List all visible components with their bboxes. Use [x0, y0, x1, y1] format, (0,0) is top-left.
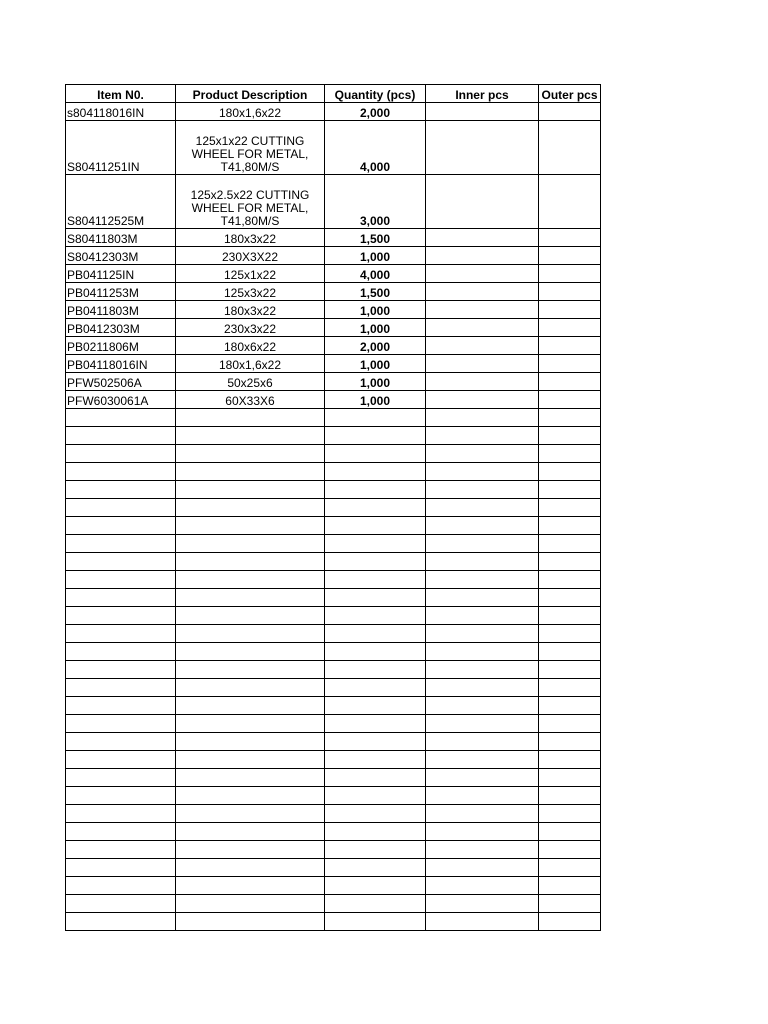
- inner-pcs-cell: [426, 517, 539, 535]
- description-cell: [176, 427, 325, 445]
- table-row: [66, 247, 601, 265]
- empty-row: [66, 895, 601, 913]
- inner-pcs-cell: [426, 679, 539, 697]
- description-cell: 60X33X6: [176, 391, 325, 409]
- description-cell: [176, 409, 325, 427]
- outer-pcs-cell: [539, 895, 601, 913]
- empty-row: [66, 715, 601, 733]
- quantity-cell: [325, 859, 426, 877]
- outer-pcs-cell: [539, 805, 601, 823]
- item-number-cell: [66, 841, 176, 859]
- header-row: [66, 85, 601, 103]
- outer-pcs-cell: [539, 265, 601, 283]
- outer-pcs-cell: [539, 283, 601, 301]
- item-number-cell: [66, 463, 176, 481]
- inner-pcs-cell: [426, 499, 539, 517]
- description-cell: 180x6x22: [176, 337, 325, 355]
- inner-pcs-cell: [426, 895, 539, 913]
- outer-pcs-cell: [539, 355, 601, 373]
- quantity-cell: [325, 805, 426, 823]
- inner-pcs-cell: [426, 661, 539, 679]
- quantity-cell: [325, 589, 426, 607]
- inner-pcs-cell: [426, 859, 539, 877]
- inner-pcs-cell: [426, 535, 539, 553]
- quantity-cell: [325, 427, 426, 445]
- quantity-cell: [325, 715, 426, 733]
- description-cell: [176, 895, 325, 913]
- inner-pcs-cell: [426, 841, 539, 859]
- item-number-cell: PB0411803M: [66, 301, 176, 319]
- empty-row: [66, 481, 601, 499]
- item-number-cell: PB0411253M: [66, 283, 176, 301]
- item-number-cell: [66, 769, 176, 787]
- inner-pcs-cell: [426, 427, 539, 445]
- table-row: [66, 355, 601, 373]
- quantity-cell: [325, 553, 426, 571]
- item-number-cell: [66, 787, 176, 805]
- description-cell: 125x1x22: [176, 265, 325, 283]
- empty-row: [66, 697, 601, 715]
- empty-row: [66, 535, 601, 553]
- outer-pcs-cell: [539, 517, 601, 535]
- description-cell: 230X3X22: [176, 247, 325, 265]
- description-cell: [176, 463, 325, 481]
- quantity-cell: 1,500: [325, 283, 426, 301]
- inner-pcs-cell: [426, 391, 539, 409]
- inner-pcs-cell: [426, 715, 539, 733]
- inner-pcs-cell: [426, 571, 539, 589]
- description-cell: [176, 805, 325, 823]
- quantity-cell: [325, 751, 426, 769]
- inner-pcs-cell: [426, 355, 539, 373]
- outer-pcs-cell: [539, 661, 601, 679]
- inner-pcs-cell: [426, 229, 539, 247]
- item-number-cell: [66, 517, 176, 535]
- item-number-cell: [66, 427, 176, 445]
- empty-row: [66, 913, 601, 931]
- item-number-cell: [66, 589, 176, 607]
- quantity-cell: [325, 517, 426, 535]
- quantity-cell: [325, 409, 426, 427]
- quantity-cell: [325, 697, 426, 715]
- description-cell: [176, 589, 325, 607]
- outer-pcs-cell: [539, 571, 601, 589]
- empty-row: [66, 589, 601, 607]
- empty-row: [66, 499, 601, 517]
- item-number-cell: S804112525M: [66, 175, 176, 229]
- description-cell: [176, 877, 325, 895]
- description-cell: [176, 859, 325, 877]
- empty-row: [66, 787, 601, 805]
- inner-pcs-cell: [426, 481, 539, 499]
- item-number-cell: S80411251IN: [66, 121, 176, 175]
- outer-pcs-cell: [539, 877, 601, 895]
- quantity-cell: 3,000: [325, 175, 426, 229]
- quantity-cell: 1,000: [325, 301, 426, 319]
- inner-pcs-cell: [426, 463, 539, 481]
- quantity-cell: [325, 625, 426, 643]
- description-cell: 125x3x22: [176, 283, 325, 301]
- description-cell: 50x25x6: [176, 373, 325, 391]
- inner-pcs-cell: [426, 823, 539, 841]
- quantity-cell: [325, 607, 426, 625]
- empty-row: [66, 877, 601, 895]
- empty-row: [66, 625, 601, 643]
- inner-pcs-cell: [426, 121, 539, 175]
- description-cell: [176, 175, 325, 229]
- empty-row: [66, 823, 601, 841]
- description-cell: 230x3x22: [176, 319, 325, 337]
- table-row: [66, 301, 601, 319]
- item-number-cell: s804118016IN: [66, 103, 176, 121]
- outer-pcs-cell: [539, 841, 601, 859]
- outer-pcs-cell: [539, 769, 601, 787]
- description-cell: 180x3x22: [176, 301, 325, 319]
- inner-pcs-cell: [426, 805, 539, 823]
- description-cell: [176, 913, 325, 931]
- outer-pcs-cell: [539, 373, 601, 391]
- description-cell: [176, 787, 325, 805]
- description-cell: [176, 481, 325, 499]
- table-row: [66, 337, 601, 355]
- quantity-cell: 2,000: [325, 103, 426, 121]
- quantity-cell: 1,000: [325, 391, 426, 409]
- item-number-cell: [66, 895, 176, 913]
- outer-pcs-cell: [539, 589, 601, 607]
- inner-pcs-cell: [426, 607, 539, 625]
- inner-pcs-cell: [426, 643, 539, 661]
- table-row: [66, 229, 601, 247]
- inner-pcs-cell: [426, 589, 539, 607]
- inner-pcs-cell: [426, 175, 539, 229]
- outer-pcs-cell: [539, 823, 601, 841]
- table-row: [66, 319, 601, 337]
- item-number-cell: PB041125IN: [66, 265, 176, 283]
- inner-pcs-cell: [426, 913, 539, 931]
- outer-pcs-cell: [539, 337, 601, 355]
- quantity-cell: [325, 841, 426, 859]
- header-item-no: Item N0.: [66, 85, 176, 103]
- description-cell: [176, 643, 325, 661]
- item-number-cell: [66, 553, 176, 571]
- outer-pcs-cell: [539, 607, 601, 625]
- table-row: [66, 121, 601, 175]
- header-quantity: Quantity (pcs): [325, 85, 426, 103]
- quantity-cell: [325, 481, 426, 499]
- inner-pcs-cell: [426, 625, 539, 643]
- item-number-cell: [66, 715, 176, 733]
- inner-pcs-cell: [426, 445, 539, 463]
- outer-pcs-cell: [539, 535, 601, 553]
- outer-pcs-cell: [539, 391, 601, 409]
- item-number-cell: [66, 499, 176, 517]
- inner-pcs-cell: [426, 103, 539, 121]
- quantity-cell: [325, 823, 426, 841]
- item-number-cell: [66, 679, 176, 697]
- item-number-cell: [66, 445, 176, 463]
- outer-pcs-cell: [539, 481, 601, 499]
- item-number-cell: PB0412303M: [66, 319, 176, 337]
- description-cell: [176, 679, 325, 697]
- description-cell: [176, 733, 325, 751]
- item-number-cell: [66, 625, 176, 643]
- outer-pcs-cell: [539, 229, 601, 247]
- inner-pcs-cell: [426, 301, 539, 319]
- table-row: [66, 283, 601, 301]
- inner-pcs-cell: [426, 337, 539, 355]
- item-number-cell: [66, 733, 176, 751]
- empty-row: [66, 445, 601, 463]
- description-cell: [176, 517, 325, 535]
- description-text: 125x2.5x22 CUTTING WHEEL FOR METAL, T41,80M/S: [190, 188, 310, 228]
- empty-row: [66, 409, 601, 427]
- quantity-cell: [325, 499, 426, 517]
- description-cell: [176, 625, 325, 643]
- outer-pcs-cell: [539, 787, 601, 805]
- outer-pcs-cell: [539, 499, 601, 517]
- empty-row: [66, 841, 601, 859]
- quantity-cell: 1,000: [325, 247, 426, 265]
- inner-pcs-cell: [426, 265, 539, 283]
- item-number-cell: [66, 697, 176, 715]
- table-row: [66, 265, 601, 283]
- outer-pcs-cell: [539, 427, 601, 445]
- description-cell: [176, 661, 325, 679]
- quantity-cell: 4,000: [325, 121, 426, 175]
- description-cell: [176, 697, 325, 715]
- item-number-cell: [66, 607, 176, 625]
- quantity-cell: [325, 877, 426, 895]
- item-number-cell: [66, 571, 176, 589]
- description-cell: 180x3x22: [176, 229, 325, 247]
- quantity-cell: [325, 913, 426, 931]
- item-number-cell: [66, 409, 176, 427]
- item-number-cell: [66, 643, 176, 661]
- empty-row: [66, 859, 601, 877]
- header-product-description: Product Description: [176, 85, 325, 103]
- quantity-cell: 2,000: [325, 337, 426, 355]
- empty-rows: [66, 409, 601, 931]
- outer-pcs-cell: [539, 175, 601, 229]
- outer-pcs-cell: [539, 463, 601, 481]
- item-number-cell: [66, 877, 176, 895]
- quantity-cell: [325, 769, 426, 787]
- quantity-cell: 1,500: [325, 229, 426, 247]
- quantity-cell: [325, 463, 426, 481]
- outer-pcs-cell: [539, 445, 601, 463]
- description-cell: [176, 571, 325, 589]
- outer-pcs-cell: [539, 247, 601, 265]
- inner-pcs-cell: [426, 787, 539, 805]
- outer-pcs-cell: [539, 913, 601, 931]
- outer-pcs-cell: [539, 121, 601, 175]
- quantity-cell: [325, 643, 426, 661]
- empty-row: [66, 805, 601, 823]
- inner-pcs-cell: [426, 769, 539, 787]
- description-text: 125x1x22 CUTTING WHEEL FOR METAL, T41,80M/S: [191, 134, 309, 174]
- description-cell: [176, 715, 325, 733]
- quantity-cell: [325, 895, 426, 913]
- description-cell: [176, 535, 325, 553]
- table-row: [66, 175, 601, 229]
- item-number-cell: PFW502506A: [66, 373, 176, 391]
- quantity-cell: 1,000: [325, 319, 426, 337]
- quantity-cell: 1,000: [325, 355, 426, 373]
- item-number-cell: S80411803M: [66, 229, 176, 247]
- outer-pcs-cell: [539, 103, 601, 121]
- item-number-cell: PFW6030061A: [66, 391, 176, 409]
- item-number-cell: [66, 805, 176, 823]
- description-cell: [176, 607, 325, 625]
- order-table: [65, 84, 601, 931]
- item-number-cell: [66, 661, 176, 679]
- empty-row: [66, 571, 601, 589]
- quantity-cell: [325, 661, 426, 679]
- description-cell: [176, 445, 325, 463]
- outer-pcs-cell: [539, 679, 601, 697]
- empty-row: [66, 607, 601, 625]
- outer-pcs-cell: [539, 409, 601, 427]
- table-row: [66, 391, 601, 409]
- header-inner-pcs: Inner pcs: [426, 85, 539, 103]
- outer-pcs-cell: [539, 733, 601, 751]
- outer-pcs-cell: [539, 553, 601, 571]
- item-number-cell: PB0211806M: [66, 337, 176, 355]
- quantity-cell: [325, 571, 426, 589]
- quantity-cell: [325, 679, 426, 697]
- inner-pcs-cell: [426, 373, 539, 391]
- empty-row: [66, 553, 601, 571]
- outer-pcs-cell: [539, 301, 601, 319]
- empty-row: [66, 427, 601, 445]
- item-number-cell: [66, 481, 176, 499]
- description-cell: [176, 121, 325, 175]
- inner-pcs-cell: [426, 733, 539, 751]
- inner-pcs-cell: [426, 409, 539, 427]
- description-cell: [176, 499, 325, 517]
- inner-pcs-cell: [426, 283, 539, 301]
- description-cell: [176, 823, 325, 841]
- outer-pcs-cell: [539, 697, 601, 715]
- item-number-cell: [66, 751, 176, 769]
- inner-pcs-cell: [426, 319, 539, 337]
- description-cell: [176, 553, 325, 571]
- empty-row: [66, 769, 601, 787]
- quantity-cell: [325, 445, 426, 463]
- description-cell: [176, 841, 325, 859]
- inner-pcs-cell: [426, 751, 539, 769]
- item-number-cell: S80412303M: [66, 247, 176, 265]
- item-number-cell: [66, 535, 176, 553]
- empty-row: [66, 643, 601, 661]
- outer-pcs-cell: [539, 715, 601, 733]
- header-outer-pcs: Outer pcs: [539, 85, 601, 103]
- outer-pcs-cell: [539, 625, 601, 643]
- inner-pcs-cell: [426, 247, 539, 265]
- inner-pcs-cell: [426, 553, 539, 571]
- table-row: [66, 103, 601, 121]
- empty-row: [66, 463, 601, 481]
- description-cell: [176, 751, 325, 769]
- item-number-cell: [66, 913, 176, 931]
- outer-pcs-cell: [539, 643, 601, 661]
- outer-pcs-cell: [539, 319, 601, 337]
- quantity-cell: 4,000: [325, 265, 426, 283]
- inner-pcs-cell: [426, 697, 539, 715]
- item-number-cell: [66, 859, 176, 877]
- quantity-cell: [325, 535, 426, 553]
- quantity-cell: [325, 733, 426, 751]
- quantity-cell: [325, 787, 426, 805]
- empty-row: [66, 733, 601, 751]
- empty-row: [66, 661, 601, 679]
- outer-pcs-cell: [539, 751, 601, 769]
- quantity-cell: 1,000: [325, 373, 426, 391]
- empty-row: [66, 517, 601, 535]
- table-row: [66, 373, 601, 391]
- empty-row: [66, 679, 601, 697]
- inner-pcs-cell: [426, 877, 539, 895]
- empty-row: [66, 751, 601, 769]
- outer-pcs-cell: [539, 859, 601, 877]
- item-number-cell: PB04118016IN: [66, 355, 176, 373]
- item-number-cell: [66, 823, 176, 841]
- description-cell: 180x1,6x22: [176, 355, 325, 373]
- description-cell: [176, 769, 325, 787]
- description-cell: 180x1,6x22: [176, 103, 325, 121]
